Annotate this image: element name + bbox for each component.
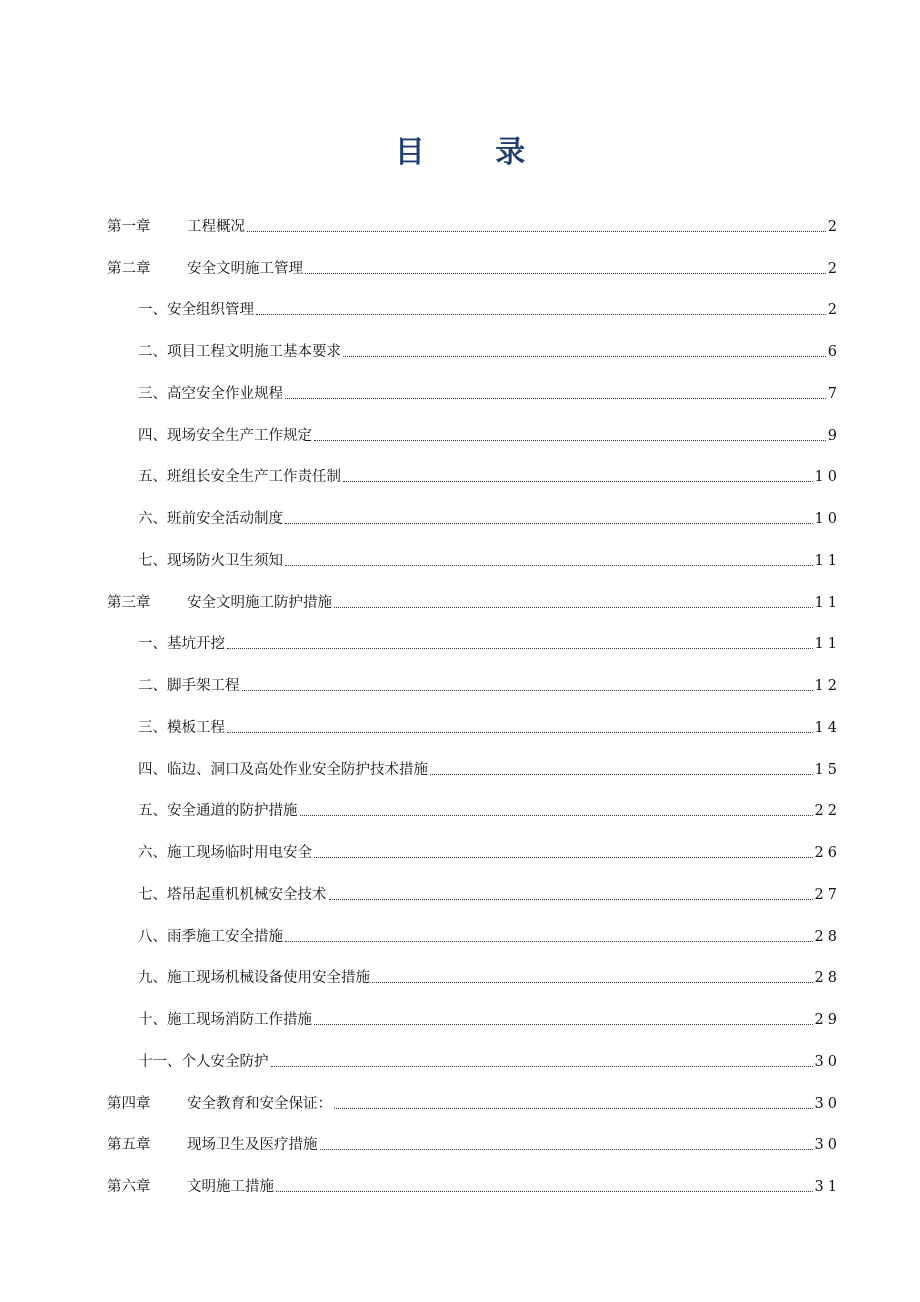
toc-dot-leader (343, 355, 826, 357)
toc-entry-title: 十、施工现场消防工作措施 (138, 1012, 312, 1028)
toc-entry-title: 一、基坑开挖 (138, 636, 225, 653)
toc-dot-leader (305, 272, 826, 274)
toc-section-entry[interactable] (107, 905, 841, 947)
toc-dot-leader (314, 439, 826, 441)
toc-chapter-entry[interactable] (107, 237, 841, 279)
toc-dot-leader (334, 606, 813, 608)
toc-dot-leader (430, 773, 813, 775)
toc-dot-leader (227, 647, 813, 649)
toc-section-entry[interactable] (107, 654, 841, 696)
toc-section-entry[interactable] (107, 529, 841, 571)
toc-chapter-number: 第六章 (107, 1179, 151, 1195)
toc-page-number: 30 (814, 1137, 841, 1154)
toc-chapter-entry[interactable] (107, 1114, 841, 1156)
toc-dot-leader (300, 814, 813, 816)
toc-dot-leader (285, 522, 813, 524)
toc-entry-title: 六、班前安全活动制度 (138, 511, 283, 527)
toc-page-number: 12 (814, 678, 841, 694)
toc-section-entry[interactable] (107, 279, 841, 321)
toc-page-number: 10 (814, 469, 841, 486)
toc-chapter-number: 第一章 (107, 218, 151, 235)
toc-page-number: 28 (814, 928, 841, 945)
toc-dot-leader (276, 1190, 813, 1192)
toc-entry-title: 安全教育和安全保证： (187, 1095, 332, 1112)
toc-section-entry[interactable] (107, 821, 841, 863)
toc-entry-title: 五、班组长安全生产工作责任制 (138, 469, 341, 486)
toc-chapter-entry[interactable] (107, 571, 841, 613)
toc-dot-leader (256, 313, 826, 315)
toc-entry-title: 三、高空安全作业规程 (138, 385, 283, 402)
toc-entry-title: 安全文明施工管理 (187, 260, 303, 277)
toc-dot-leader (285, 564, 813, 566)
toc-entry-title: 八、雨季施工安全措施 (138, 928, 283, 945)
toc-page-number: 29 (814, 1012, 841, 1028)
toc-dot-leader (247, 230, 826, 232)
toc-section-entry[interactable] (107, 404, 841, 446)
toc-entry-title: 二、脚手架工程 (138, 678, 240, 694)
toc-entry-title: 四、临边、洞口及高处作业安全防护技术措施 (138, 761, 428, 778)
toc-page-number: 30 (814, 1095, 841, 1112)
toc-entry-title: 五、安全通道的防护措施 (138, 803, 298, 820)
toc-dot-leader (242, 689, 813, 691)
toc-chapter-entry[interactable] (107, 195, 841, 237)
toc-section-entry[interactable] (107, 1030, 841, 1072)
toc-section-entry[interactable] (107, 696, 841, 738)
toc-section-entry[interactable] (107, 738, 841, 780)
toc-dot-leader (314, 856, 813, 858)
toc-page-number: 15 (814, 761, 841, 778)
toc-dot-leader (320, 1148, 813, 1150)
toc-page-number: 7 (827, 385, 841, 402)
toc-section-entry[interactable] (107, 780, 841, 822)
toc-dot-leader (285, 397, 826, 399)
toc-chapter-entry[interactable] (107, 1072, 841, 1114)
toc-page-number: 28 (814, 970, 841, 987)
toc-page-number: 11 (814, 594, 841, 611)
toc-chapter-number: 第三章 (107, 594, 151, 611)
toc-page-number: 30 (814, 1053, 841, 1070)
toc-page-number: 11 (814, 636, 841, 653)
toc-entry-title: 十一、个人安全防护 (138, 1053, 269, 1070)
toc-entry-title: 一、安全组织管理 (138, 302, 254, 319)
toc-page-number: 9 (827, 427, 841, 444)
toc-dot-leader (271, 1065, 813, 1067)
toc-section-entry[interactable] (107, 863, 841, 905)
toc-page-number: 22 (814, 803, 841, 820)
toc-entry-title: 六、施工现场临时用电安全 (138, 845, 312, 861)
toc-section-entry[interactable] (107, 988, 841, 1030)
toc-chapter-number: 第四章 (107, 1095, 151, 1112)
toc-entry-title: 九、施工现场机械设备使用安全措施 (138, 970, 370, 987)
toc-entry-title: 文明施工措施 (187, 1179, 274, 1195)
toc-page-number: 11 (814, 552, 841, 569)
toc-dot-leader (329, 898, 813, 900)
toc-page-number: 2 (827, 260, 841, 277)
toc-entry-title: 七、现场防火卫生须知 (138, 552, 283, 569)
toc-entry-title: 现场卫生及医疗措施 (187, 1137, 318, 1154)
toc-section-entry[interactable] (107, 947, 841, 989)
table-of-contents (107, 195, 841, 1197)
toc-page-number: 6 (827, 344, 841, 360)
toc-dot-leader (285, 940, 813, 942)
toc-section-entry[interactable] (107, 320, 841, 362)
toc-entry-title: 工程概况 (187, 218, 245, 235)
toc-section-entry[interactable] (107, 487, 841, 529)
toc-title: 目 录 (394, 135, 556, 170)
toc-entry-title: 七、塔吊起重机机械安全技术 (138, 886, 327, 903)
toc-chapter-number: 第五章 (107, 1137, 151, 1154)
toc-page-number: 2 (827, 302, 841, 319)
toc-page-number: 10 (814, 511, 841, 527)
toc-chapter-entry[interactable] (107, 1155, 841, 1197)
toc-dot-leader (343, 480, 813, 482)
toc-page-number: 2 (827, 218, 841, 235)
toc-entry-title: 二、项目工程文明施工基本要求 (138, 344, 341, 360)
toc-section-entry[interactable] (107, 613, 841, 655)
toc-dot-leader (334, 1107, 813, 1109)
toc-page-number: 26 (814, 845, 841, 861)
toc-page-number: 14 (814, 719, 841, 736)
toc-entry-title: 四、现场安全生产工作规定 (138, 427, 312, 444)
toc-page-number: 27 (814, 886, 841, 903)
toc-dot-leader (372, 981, 813, 983)
toc-entry-title: 三、模板工程 (138, 719, 225, 736)
toc-entry-title: 安全文明施工防护措施 (187, 594, 332, 611)
toc-chapter-number: 第二章 (107, 260, 151, 277)
toc-dot-leader (314, 1023, 813, 1025)
toc-page-number: 31 (814, 1179, 841, 1195)
toc-dot-leader (227, 731, 813, 733)
toc-section-entry[interactable] (107, 362, 841, 404)
toc-section-entry[interactable] (107, 446, 841, 488)
